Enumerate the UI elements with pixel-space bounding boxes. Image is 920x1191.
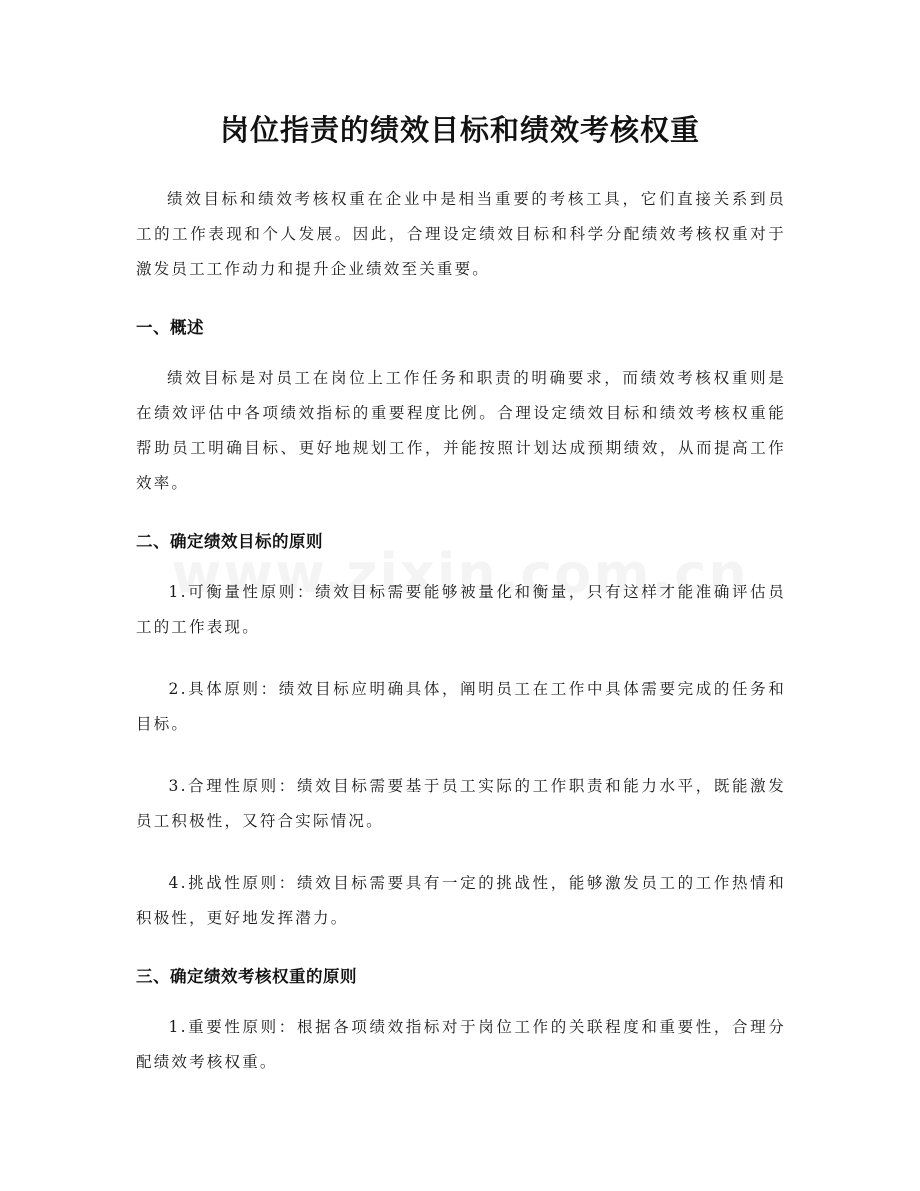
overview-paragraph: 绩效目标是对员工在岗位上工作任务和职责的明确要求，而绩效考核权重则是在绩效评估中各项绩效指标的重要程度比例。合理设定绩效目标和绩效考核权重能帮助员工明确目标、更好地规划工作，并能按照计划达成预期绩效，从而提高工作效率。 — [136, 369, 786, 492]
section-heading-overview: 一、概述 — [136, 318, 204, 337]
weight-principle-importance: 1.重要性原则：根据各项绩效指标对于岗位工作的关联程度和重要性，合理分配绩效考核权重。 — [136, 1018, 786, 1071]
intro-paragraph: 绩效目标和绩效考核权重在企业中是相当重要的考核工具，它们直接关系到员工的工作表现和个人发展。因此，合理设定绩效目标和科学分配绩效考核权重对于激发员工工作动力和提升企业绩效至关重要。 — [136, 190, 786, 278]
page-title: 岗位指责的绩效目标和绩效考核权重 — [219, 113, 700, 147]
document-body — [136, 182, 786, 1107]
goal-principle-measurable: 1.可衡量性原则：绩效目标需要能够被量化和衡量，只有这样才能准确评估员工的工作表现。 — [136, 583, 786, 636]
section-heading-goal-principles: 二、确定绩效目标的原则 — [136, 532, 323, 551]
goal-principle-challenging: 4.挑战性原则：绩效目标需要具有一定的挑战性，能够激发员工的工作热情和积极性，更好地发挥潜力。 — [136, 874, 786, 927]
section-heading-weight-principles: 三、确定绩效考核权重的原则 — [136, 967, 357, 986]
goal-principle-specific: 2.具体原则：绩效目标应明确具体，阐明员工在工作中具体需要完成的任务和目标。 — [136, 680, 786, 733]
goal-principle-reasonable: 3.合理性原则：绩效目标需要基于员工实际的工作职责和能力水平，既能激发员工积极性，又符合实际情况。 — [136, 777, 786, 830]
